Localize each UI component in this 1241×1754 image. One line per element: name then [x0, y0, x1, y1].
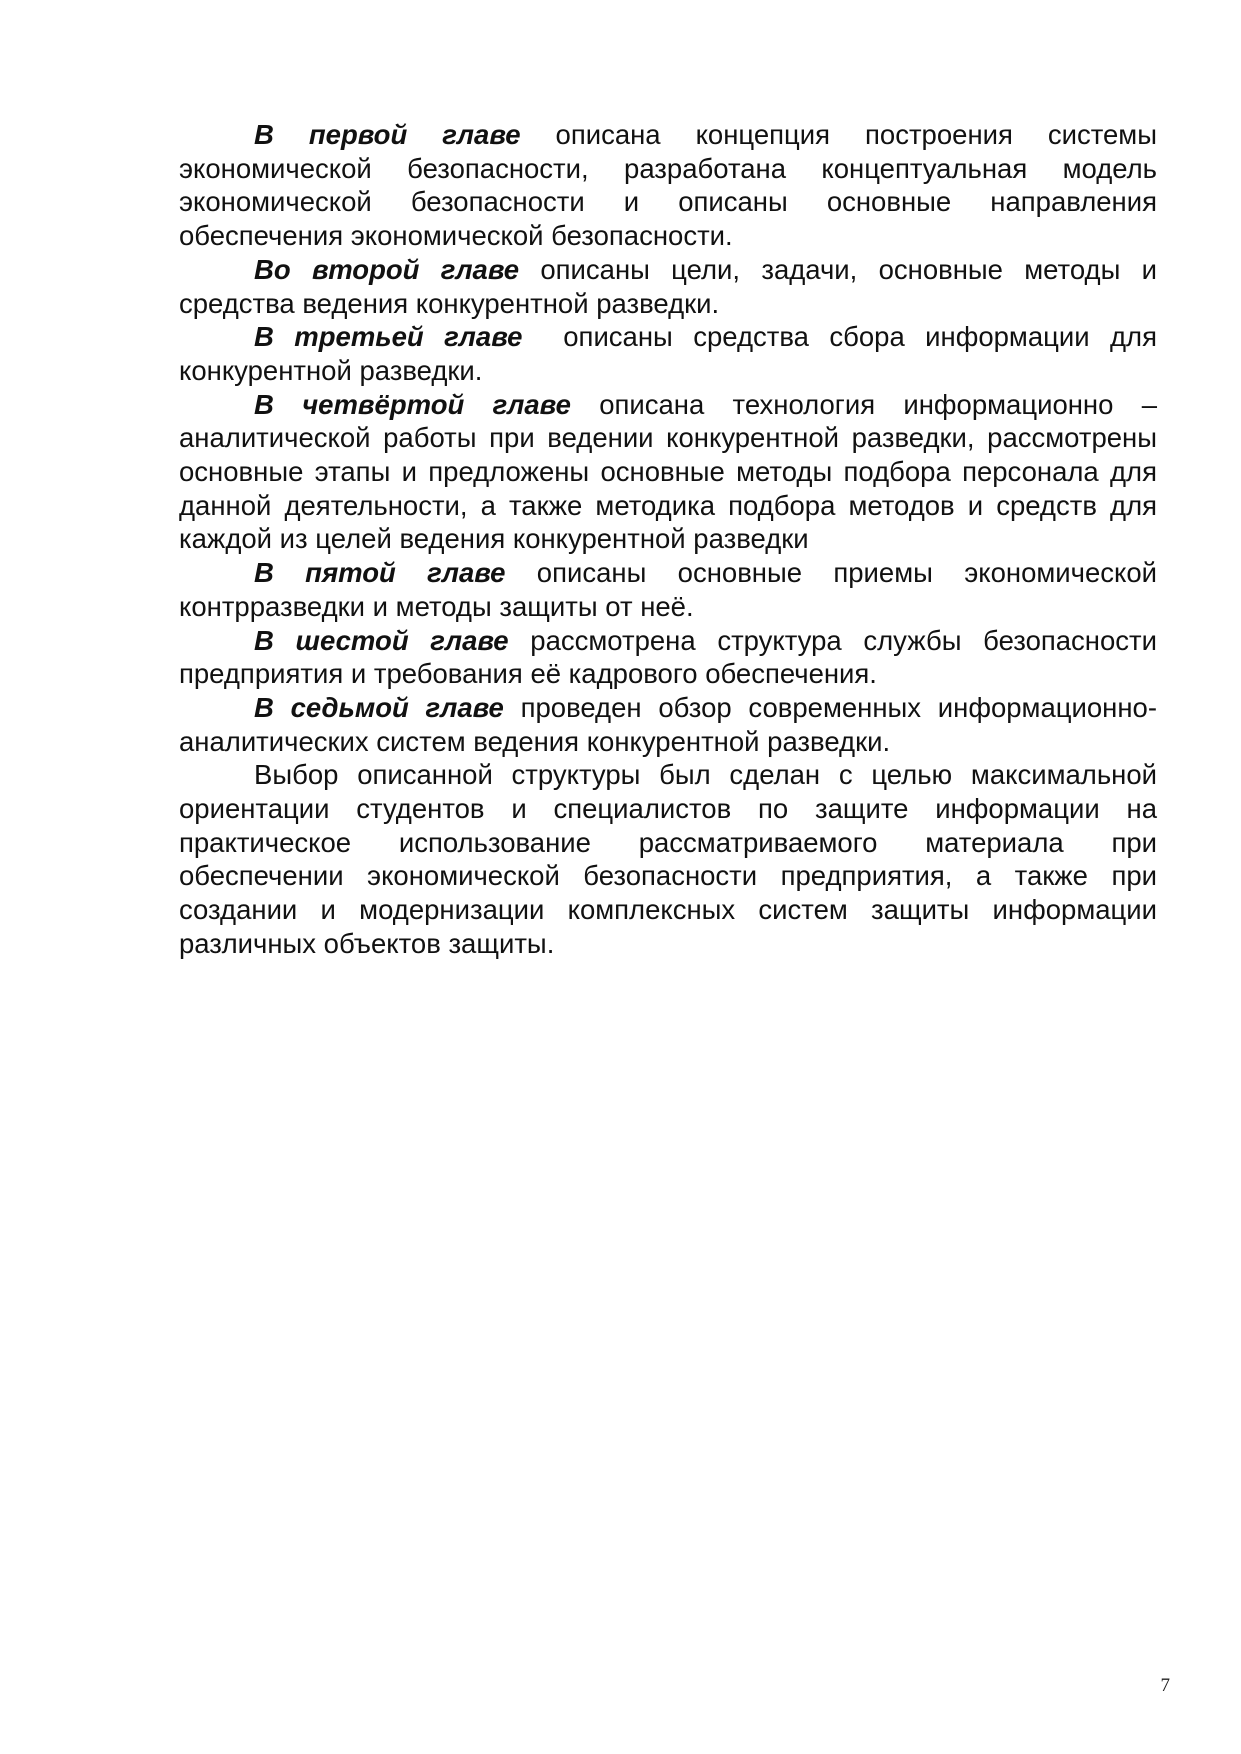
chapter-5-label: В пятой главе — [254, 557, 506, 589]
chapter-1-label: В первой главе — [254, 119, 521, 150]
chapter-4-label: В четвёртой главе — [254, 388, 571, 420]
paragraph-chapter-1 — [179, 118, 1157, 253]
chapter-6-text: рассмотрена структура службы безопасности предприятия и требования её кадрового обеспечения. — [179, 624, 1157, 690]
chapter-7-text: проведен обзор современных информационно-аналитических систем ведения конкурентной разведки. — [179, 691, 1157, 757]
chapter-2-label: Во второй главе — [254, 253, 520, 285]
paragraph-chapter-4 — [179, 388, 1157, 557]
chapter-6-label: В шестой главе — [254, 624, 509, 656]
chapter-3-label: В третьей главе — [254, 321, 523, 353]
chapter-5-text: описаны основные приемы экономической контрразведки и методы защиты от неё. — [179, 557, 1157, 622]
paragraph-chapter-3 — [179, 320, 1165, 387]
chapter-2-text: описаны цели, задачи, основные методы и средства ведения конкурентной разведки. — [179, 253, 1157, 319]
page-number: 7 — [1160, 1675, 1170, 1696]
chapter-3-text: описаны средства сбора информации для конкурентной разведки. — [179, 321, 1165, 386]
paragraph-chapter-6 — [179, 624, 1157, 691]
chapter-7-label: В седьмой главе — [254, 691, 504, 723]
paragraph-chapter-7 — [179, 691, 1157, 758]
paragraph-chapter-2 — [179, 253, 1157, 320]
paragraph-closing: Выбор описанной структуры был сделан с целью максимальной ориентации студентов и специалистов по защите информации на практическое использование рассматриваемого материала при обеспечении экономической безопасности предприятия, а также при создании и модернизации комплексных систем защиты информации различных объектов защиты. — [179, 759, 1157, 959]
chapter-1-text: описана концепция построения системы экономической безопасности, разработана концептуальная модель экономической безопасности и описаны основные направления обеспечения экономической безопасности. — [179, 119, 1157, 252]
text-body — [179, 118, 1165, 961]
paragraph-chapter-5 — [179, 556, 1157, 623]
chapter-4-text: описана технология информационно – аналитической работы при ведении конкурентной разведки, рассмотрены основные этапы и предложены основные методы подбора персонала для данной деятельности, а также методика подбора методов и средств для каждой из целей ведения конкурентной разведки — [179, 388, 1157, 555]
